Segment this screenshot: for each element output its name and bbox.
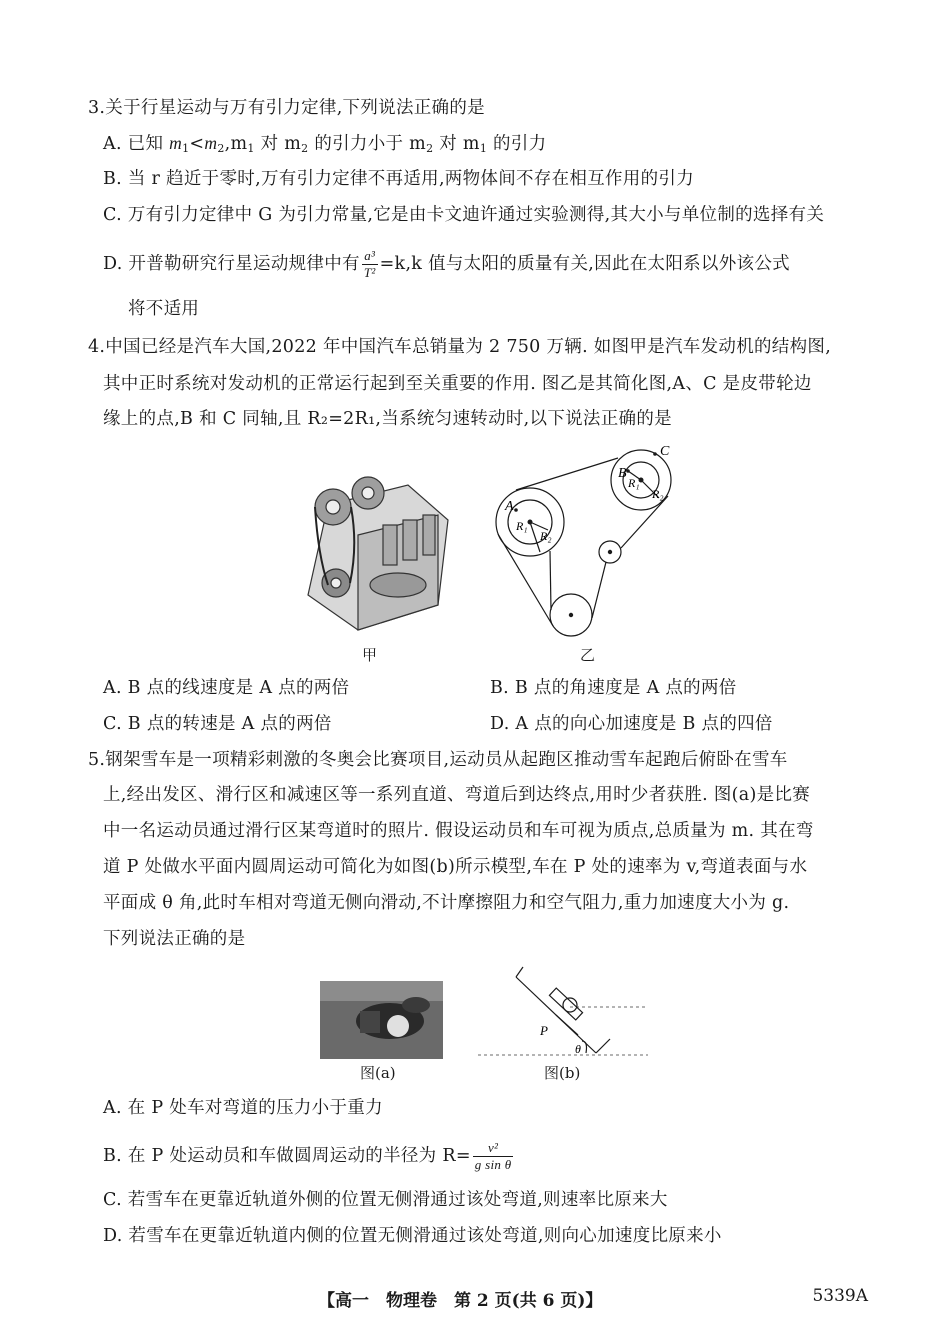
label-r2-right: R₂ (652, 487, 664, 501)
q3-option-d-continued: 将不适用 (128, 299, 200, 319)
q4-option-c: C. B 点的转速是 A 点的两倍 (103, 714, 332, 734)
q5-stem-line3: 中一名运动员通过滑行区某弯道时的照片. 假设运动员和车可视为质点,总质量为 m. 其在弯 (103, 821, 814, 841)
engine-structure-figure (288, 465, 466, 643)
label-theta: θ (575, 1042, 581, 1056)
exam-code: 5339A (812, 1286, 868, 1306)
q5-stem-line4: 道 P 处做水平面内圆周运动可简化为如图(b)所示模型,车在 P 处的速率为 v,弯道表面与水 (103, 857, 808, 877)
label-r1-right: R₁ (628, 476, 640, 490)
q5-option-a: A. 在 P 处车对弯道的压力小于重力 (103, 1098, 383, 1118)
q5-stem-line1: 5.钢架雪车是一项精彩刺激的冬奥会比赛项目,运动员从起跑区推动雪车起跑后俯卧在雪车 (88, 750, 788, 770)
q3-stem: 3.关于行星运动与万有引力定律,下列说法正确的是 (88, 98, 485, 118)
q4-option-a: A. B 点的线速度是 A 点的两倍 (103, 678, 350, 698)
skeleton-photo-figure (320, 981, 443, 1059)
q4-stem-line3: 缘上的点,B 和 C 同轴,且 R₂=2R₁,当系统匀速转动时,以下说法正确的是 (103, 409, 672, 429)
q5-option-b: B. 在 P 处运动员和车做圆周运动的半径为 R= $\frac{\text{v²}}{\text{g sin θ}}$ (103, 1140, 512, 1172)
label-point-b: B (618, 466, 627, 481)
q3-option-c: C. 万有引力定律中 G 为引力常量,它是由卡文迪许通过实验测得,其大小与单位制的选择有关 (103, 205, 825, 225)
figure-a-caption: 图(a) (360, 1064, 396, 1082)
q5-option-d: D. 若雪车在更靠近轨道内侧的位置无侧滑通过该处弯道,则向心加速度比原来小 (103, 1226, 722, 1246)
radius-fraction: $\frac{\text{v²}}{\text{g sin θ}}$ (474, 1140, 512, 1172)
label-point-a: A (505, 499, 514, 514)
page-footer: 【高一 物理卷 第 2 页(共 6 页)】 (318, 1291, 603, 1311)
kepler-fraction: $\frac{\text{a³}}{\text{T²}}$ (363, 248, 376, 280)
q3-option-b: B. 当 r 趋近于零时,万有引力定律不再适用,两物体间不存在相互作用的引力 (103, 169, 694, 189)
figure-yi-caption: 乙 (580, 646, 596, 664)
q3-option-a: A. 已知 $m_1<m_2,m_1$ 对 $m_2$ 的引力小于 $m_2$ 对 $m_1$ 的引力 (103, 133, 547, 155)
q4-stem-line2: 其中正时系统对发动机的正常运行起到至关重要的作用. 图乙是其简化图,A、C 是皮带轮边 (103, 374, 812, 394)
figure-b-caption: 图(b) (544, 1064, 581, 1082)
q4-option-d: D. A 点的向心加速度是 B 点的四倍 (490, 714, 773, 734)
label-r2-left: R₂ (540, 529, 552, 543)
q5-stem-line6: 下列说法正确的是 (103, 929, 246, 949)
banked-track-figure (478, 965, 650, 1060)
label-point-p: P (540, 1023, 548, 1038)
figure-jia-caption: 甲 (362, 646, 378, 664)
q3-option-d: D. 开普勒研究行星运动规律中有 $\frac{\text{a³}}{\text{T²}}$ =k,k 值与太阳的质量有关,因此在太阳系以外该公式 (103, 248, 790, 280)
q4-stem-line1: 4.中国已经是汽车大国,2022 年中国汽车总销量为 2 750 万辆. 如图甲是汽车发动机的结构图, (88, 337, 832, 357)
q5-option-c: C. 若雪车在更靠近轨道外侧的位置无侧滑通过该处弯道,则速率比原来大 (103, 1190, 668, 1210)
label-point-c: C (660, 444, 670, 459)
q4-option-b: B. B 点的角速度是 A 点的两倍 (490, 678, 737, 698)
q5-stem-line2: 上,经出发区、滑行区和减速区等一系列直道、弯道后到达终点,用时少者获胜. 图(a)是比赛 (103, 785, 811, 805)
q5-stem-line5: 平面成 θ 角,此时车相对弯道无侧向滑动,不计摩擦阻力和空气阻力,重力加速度大小为 g. (103, 893, 790, 913)
label-r1-left: R₁ (516, 519, 528, 533)
pulley-belt-figure (492, 440, 688, 646)
